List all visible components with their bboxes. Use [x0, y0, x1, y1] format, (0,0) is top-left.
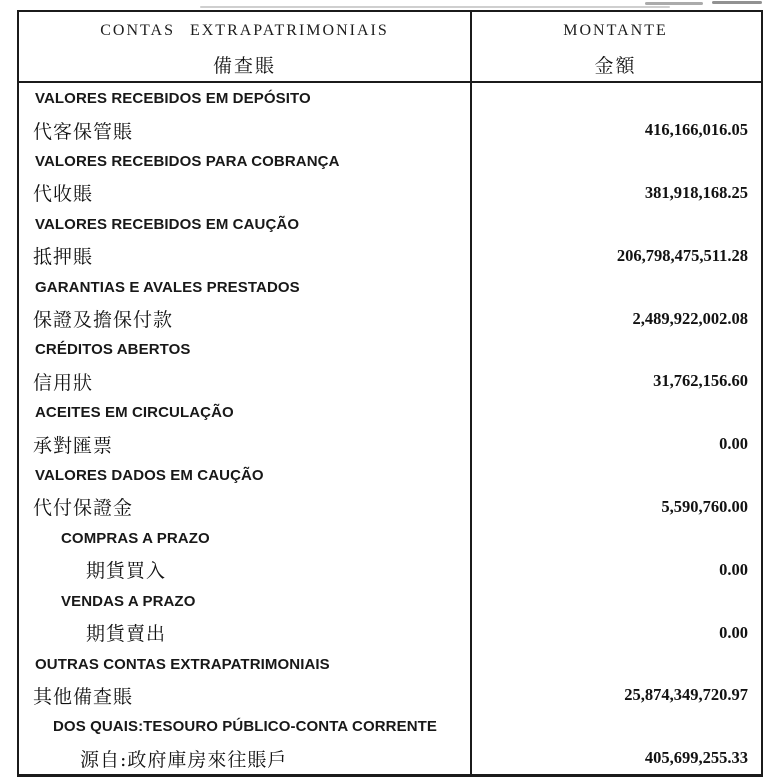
account-cell — [19, 209, 470, 272]
account-label-zh: 承對匯票 — [33, 434, 114, 457]
table-row — [19, 334, 761, 397]
account-cell — [19, 586, 470, 649]
account-label-zh: 源自:政府庫房來往賬戶 — [80, 748, 288, 771]
amount-cell — [470, 523, 761, 586]
header-amount-column — [470, 12, 761, 81]
header-amount-zh: 金額 — [594, 54, 637, 77]
account-cell — [19, 648, 470, 711]
account-cell — [19, 271, 470, 334]
amount-value: 0.00 — [719, 559, 748, 579]
amount-cell — [470, 209, 761, 272]
table-row — [19, 711, 761, 774]
account-cell — [19, 523, 470, 586]
amount-value: 0.00 — [719, 434, 748, 454]
account-label-pt: COMPRAS A PRAZO — [61, 529, 210, 547]
table-header — [19, 12, 761, 83]
account-label-pt: OUTRAS CONTAS EXTRAPATRIMONIAIS — [35, 655, 330, 673]
account-label-zh: 代客保管賬 — [33, 120, 134, 143]
amount-cell — [470, 83, 761, 146]
header-accounts-column — [19, 12, 470, 81]
account-label-zh: 其他備查賬 — [33, 685, 134, 708]
header-accounts-pt: CONTAS EXTRAPATRIMONIAIS — [100, 21, 389, 39]
table-row — [19, 397, 761, 460]
header-amount-pt: MONTANTE — [563, 21, 668, 39]
account-cell — [19, 397, 470, 460]
amount-value: 5,590,760.00 — [661, 496, 748, 516]
account-label-zh: 代收賬 — [33, 183, 94, 206]
account-label-zh: 保證及擔保付款 — [33, 309, 174, 332]
amount-cell — [470, 586, 761, 649]
scan-artifact — [712, 1, 762, 4]
header-accounts-zh: 備查賬 — [212, 54, 276, 77]
account-cell — [19, 334, 470, 397]
account-cell — [19, 460, 470, 523]
amount-cell — [470, 271, 761, 334]
amount-cell — [470, 146, 761, 209]
account-label-zh: 信用狀 — [33, 371, 94, 394]
account-cell — [19, 146, 470, 209]
amount-value: 31,762,156.60 — [653, 371, 748, 391]
amount-cell — [470, 648, 761, 711]
table-row — [19, 209, 761, 272]
amount-value: 0.00 — [719, 622, 748, 642]
scan-artifact — [645, 2, 703, 5]
amount-cell — [470, 397, 761, 460]
amount-value: 206,798,475,511.28 — [616, 245, 748, 265]
account-label-zh: 期貨買入 — [86, 560, 167, 583]
account-label-pt: VENDAS A PRAZO — [61, 592, 196, 610]
amount-cell — [470, 711, 761, 774]
account-cell — [19, 83, 470, 146]
column-divider — [470, 12, 472, 774]
table-row — [19, 523, 761, 586]
account-label-pt: VALORES DADOS EM CAUÇÃO — [35, 467, 264, 485]
account-label-pt: VALORES RECEBIDOS PARA COBRANÇA — [35, 153, 340, 171]
table-row — [19, 271, 761, 334]
amount-value: 381,918,168.25 — [644, 182, 748, 202]
amount-value: 416,166,016.05 — [644, 120, 748, 140]
table-body — [19, 83, 761, 774]
account-label-pt: VALORES RECEBIDOS EM DEPÓSITO — [35, 90, 311, 108]
amount-value: 25,874,349,720.97 — [624, 685, 748, 705]
account-label-pt: GARANTIAS E AVALES PRESTADOS — [35, 278, 300, 296]
table-row — [19, 460, 761, 523]
account-label-pt: ACEITES EM CIRCULAÇÃO — [35, 404, 234, 422]
accounts-table — [17, 10, 763, 777]
account-label-pt: CRÉDITOS ABERTOS — [35, 341, 191, 359]
table-row — [19, 586, 761, 649]
scan-artifact — [200, 6, 670, 8]
account-label-zh: 抵押賬 — [33, 246, 94, 269]
amount-cell — [470, 334, 761, 397]
account-label-pt: DOS QUAIS:TESOURO PÚBLICO-CONTA CORRENTE — [53, 718, 438, 736]
amount-value: 405,699,255.33 — [644, 748, 748, 768]
account-label-zh: 期貨賣出 — [86, 623, 167, 646]
amount-value: 2,489,922,002.08 — [632, 308, 748, 328]
table-row — [19, 648, 761, 711]
amount-cell — [470, 460, 761, 523]
account-label-zh: 代付保證金 — [33, 497, 134, 520]
table-row — [19, 83, 761, 146]
table-row — [19, 146, 761, 209]
account-cell — [19, 711, 470, 774]
account-label-pt: VALORES RECEBIDOS EM CAUÇÃO — [35, 215, 300, 233]
